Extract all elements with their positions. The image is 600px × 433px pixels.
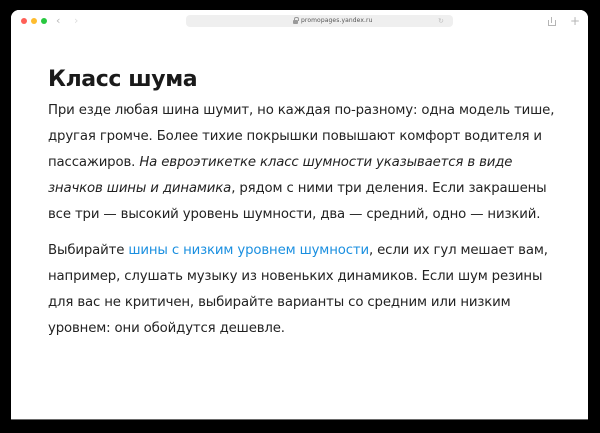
low-noise-tires-link[interactable]: шины с низким уровнем шумности (128, 243, 369, 258)
paragraph-text: При езде любая шина шумит, но каждая по-разному: одна модель тише, другая громче. Более тихие покрышки повышают комфорт водителя и пассажиров. (48, 103, 555, 170)
browser-toolbar (11, 10, 588, 34)
window-controls (21, 18, 47, 24)
paragraph-recommendation (48, 238, 568, 342)
close-window-button[interactable] (21, 18, 27, 24)
italic-text: На евроэтикетке класс шумности указывается в виде значков шины и динамика (48, 155, 513, 196)
back-button[interactable]: ‹ (56, 14, 61, 27)
share-button[interactable] (548, 13, 556, 29)
paragraph-text: , рядом с ними три деления. Если закрашены все три — высокий уровень шумности, два — средний, одно — низкий. (48, 181, 547, 222)
address-bar[interactable] (186, 15, 453, 27)
minimize-window-button[interactable] (31, 18, 37, 24)
article-content (48, 65, 568, 342)
browser-window (11, 10, 588, 420)
new-tab-button[interactable]: + (570, 14, 581, 28)
paragraph-text: Выбирайте (48, 243, 129, 258)
paragraph-noise-class (48, 98, 568, 228)
paragraph-text: , если их гул мешает вам, например, слушать музыку из новеньких динамиков. Если шум резины для вас не критичен, выбирайте варианты со средним или низким уровнем: они обойдутся дешевле. (48, 243, 548, 336)
article-title: Класс шума (48, 67, 198, 92)
url-text: promopages.yandex.ru (301, 17, 373, 24)
reload-icon[interactable]: ↻ (438, 17, 444, 25)
share-icon (548, 17, 556, 26)
lock-icon (293, 17, 298, 23)
zoom-window-button[interactable] (41, 18, 47, 24)
forward-button[interactable]: › (74, 14, 79, 27)
